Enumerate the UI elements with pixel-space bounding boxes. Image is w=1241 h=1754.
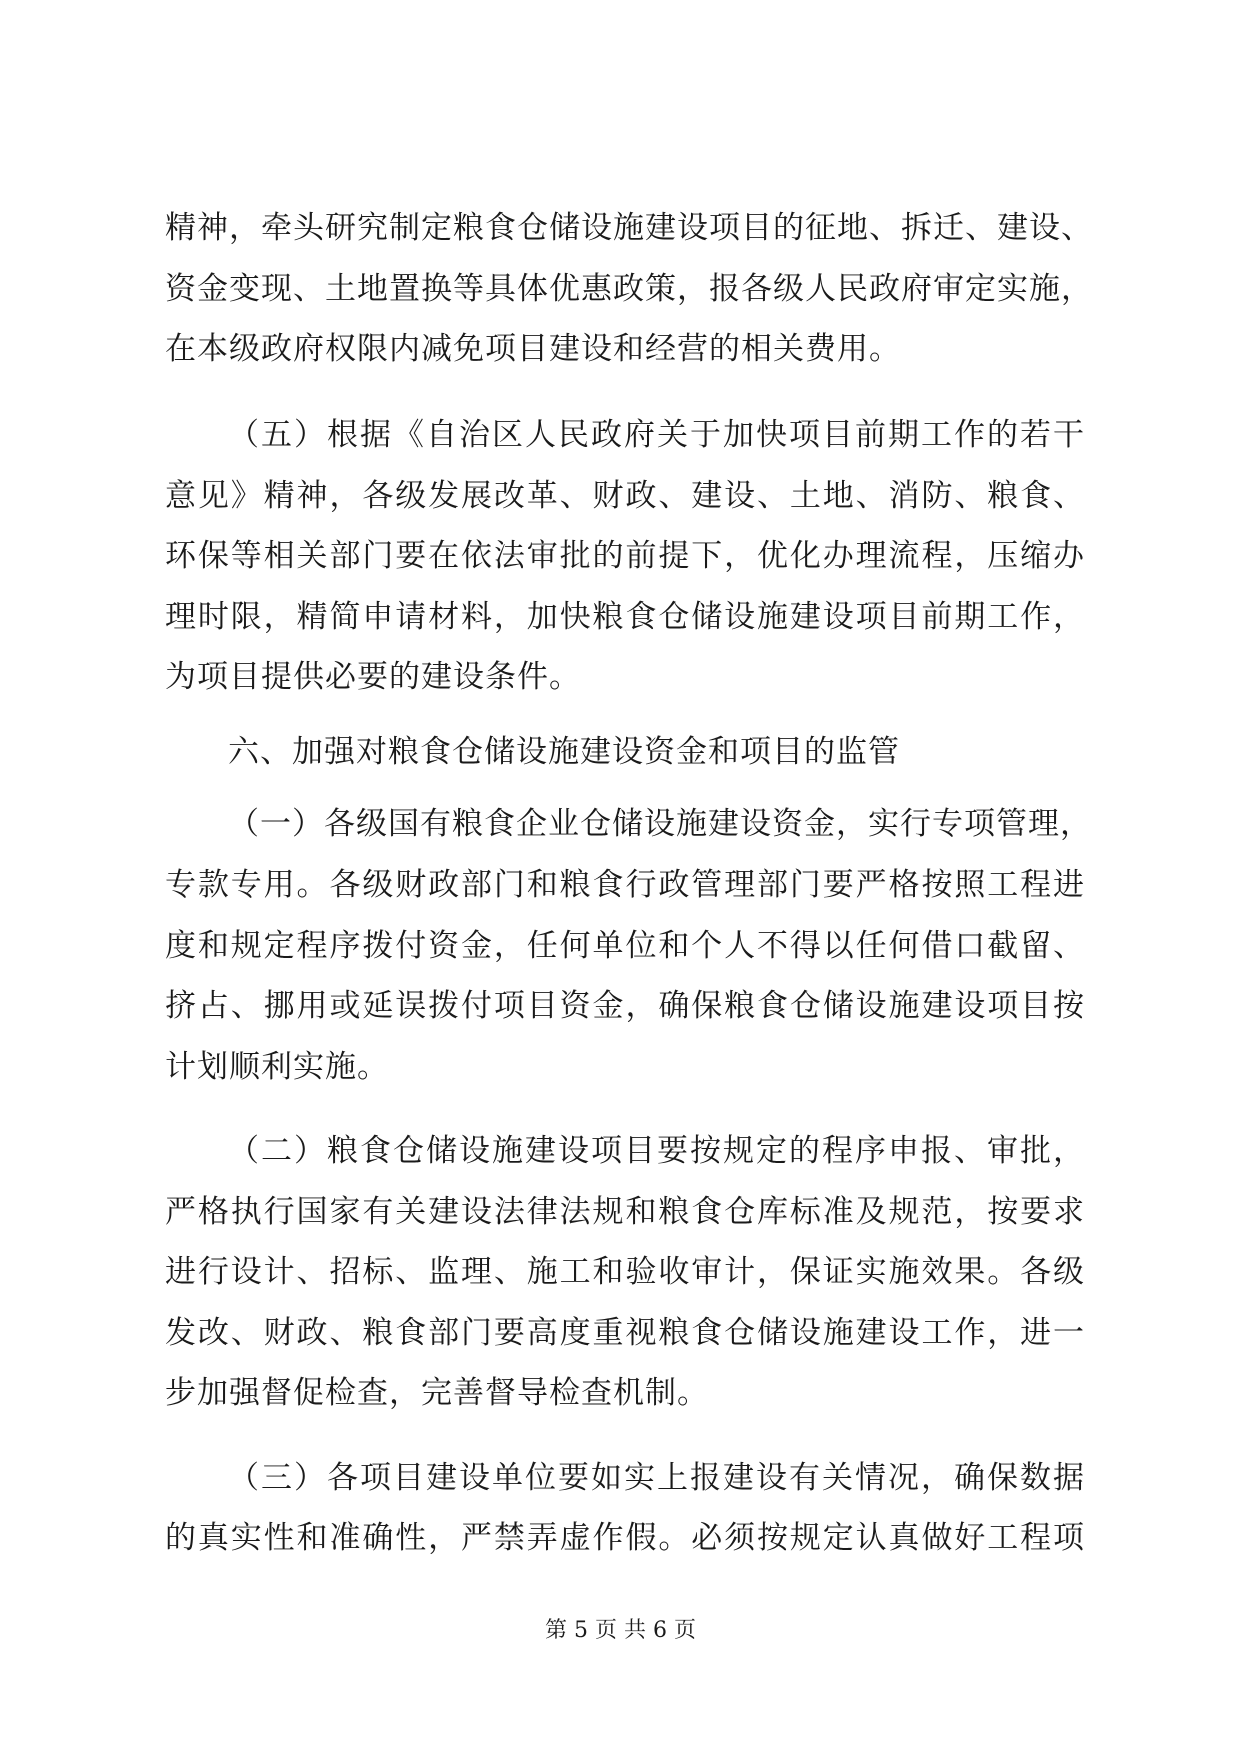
text-line: 为项目提供必要的建设条件。 [165, 659, 581, 695]
text-line: 理时限，精简申请材料，加快粮食仓储设施建设项目前期工作， [165, 599, 1085, 635]
text-line: （一）各级国有粮食企业仓储设施建设资金，实行专项管理， [228, 806, 1092, 842]
text-line: 挤占、挪用或延误拨付项目资金，确保粮食仓储设施建设项目按 [165, 988, 1085, 1024]
text-line: （二）粮食仓储设施建设项目要按规定的程序申报、审批， [228, 1133, 1085, 1169]
text-line: 意见》精神，各级发展改革、财政、建设、土地、消防、粮食、 [165, 478, 1085, 514]
text-line: 度和规定程序拨付资金，任何单位和个人不得以任何借口截留、 [165, 928, 1085, 964]
text-line: 发改、财政、粮食部门要高度重视粮食仓储设施建设工作，进一 [165, 1315, 1085, 1351]
text-line: 步加强督促检查，完善督导检查机制。 [165, 1375, 709, 1411]
text-line: 专款专用。各级财政部门和粮食行政管理部门要严格按照工程进 [165, 867, 1085, 903]
text-line: （三）各项目建设单位要如实上报建设有关情况，确保数据 [228, 1460, 1085, 1496]
text-line: 的真实性和准确性，严禁弄虚作假。必须按规定认真做好工程项 [165, 1520, 1085, 1556]
text-line: 在本级政府权限内减免项目建设和经营的相关费用。 [165, 331, 901, 367]
text-line: （五）根据《自治区人民政府关于加快项目前期工作的若干 [228, 417, 1085, 453]
text-line: 计划顺利实施。 [165, 1049, 389, 1085]
text-line: 资金变现、土地置换等具体优惠政策，报各级人民政府审定实施， [165, 271, 1093, 307]
text-line: 进行设计、招标、监理、施工和验收审计，保证实施效果。各级 [165, 1254, 1085, 1290]
page-number-footer: 第 5 页 共 6 页 [545, 1618, 696, 1643]
text-line: 精神，牵头研究制定粮食仓储设施建设项目的征地、拆迁、建设、 [165, 210, 1093, 246]
text-line: 环保等相关部门要在依法审批的前提下，优化办理流程，压缩办 [165, 538, 1085, 574]
text-line: 严格执行国家有关建设法律法规和粮食仓库标准及规范，按要求 [165, 1194, 1085, 1230]
section-heading: 六、加强对粮食仓储设施建设资金和项目的监管 [228, 734, 900, 770]
